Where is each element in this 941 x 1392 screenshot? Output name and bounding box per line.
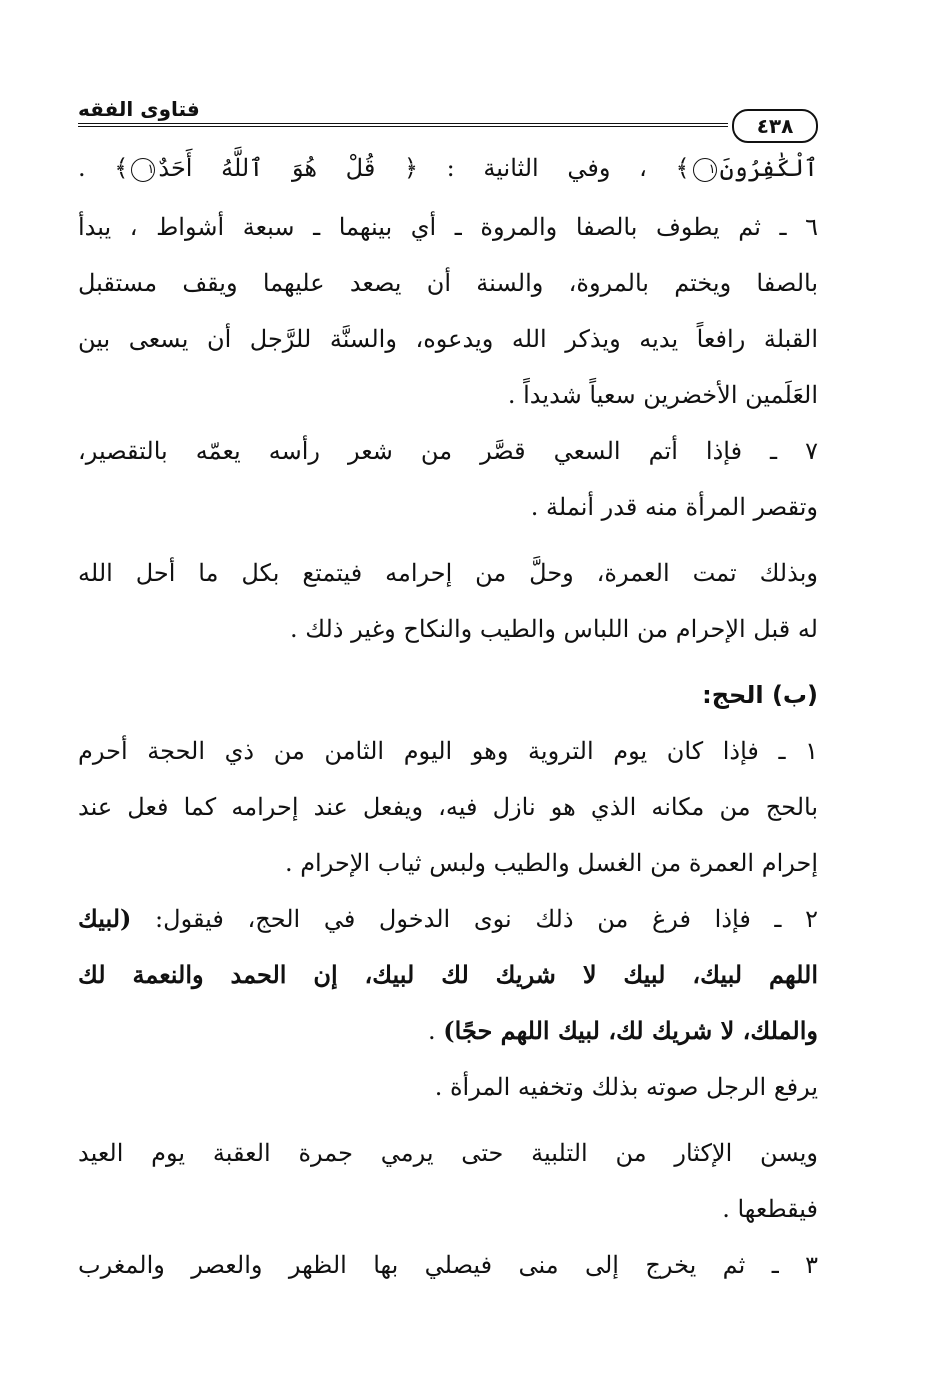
paragraph-hajj-step-3 [78, 1237, 818, 1293]
text-line: ٧ ـ فإذا أتم السعي قصَّر من شعر رأسه يعمّه بالتقصير، [78, 437, 818, 465]
spacer [78, 1115, 818, 1125]
running-title: فتاوى الفقه [78, 97, 200, 121]
text-line: القبلة رافعاً يديه ويذكر الله ويدعوه، والسنَّة للرَّجل أن يسعى بين [78, 325, 818, 353]
text-line: ١ ـ فإذا كان يوم التروية وهو اليوم الثامن من ذي الحجة أحرم [78, 737, 818, 765]
quran-text-3: ﴾ . [78, 154, 129, 182]
text-line: ٦ ـ ثم يطوف بالصفا والمروة ـ أي بينهما ـ سبعة أشواط ، يبدأ [78, 213, 818, 241]
paragraph-step-7 [78, 423, 818, 535]
talbiya-closing: والملك، لا شريك لك، لبيك اللهم حجًا) [443, 1016, 818, 1045]
paragraph-talbiya-continue [78, 1125, 818, 1237]
talbiya-text-line: اللهم لبيك، لبيك لا شريك لك لبيك، إن الحمد والنعمة لك [78, 960, 818, 989]
quran-verse-line [78, 137, 818, 199]
header-rule [78, 123, 728, 127]
spacer [78, 657, 818, 667]
talbiya-intro: ٢ ـ فإذا فرغ من ذلك نوى الدخول في الحج، فيقول: [155, 905, 818, 933]
paragraph-step-6 [78, 199, 818, 423]
text-line [78, 891, 818, 947]
text-line: فيقطعها . [722, 1195, 818, 1223]
section-heading-hajj: (ب) الحج: [702, 681, 818, 709]
page-number: ٤٣٨ [732, 109, 818, 143]
page-header [78, 95, 818, 137]
talbiya-opening: (لبيك [78, 904, 132, 933]
text-line: ٣ ـ ثم يخرج إلى منى فيصلي بها الظهر والعصر والمغرب [78, 1251, 818, 1279]
quran-text-2: ﴾ ، وفي الثانية : ﴿ قُلْ هُوَ ٱللَّهُ أَحَدٌ [158, 154, 690, 182]
book-page [78, 95, 818, 1279]
text-line [78, 1003, 818, 1059]
text-line: إحرام العمرة من الغسل والطيب ولبس ثياب الإحرام . [284, 849, 818, 877]
text-line: يرفع الرجل صوته بذلك وتخفيه المرأة . [434, 1073, 818, 1101]
paragraph-hajj-step-1 [78, 723, 818, 891]
text-line: وتقصر المرأة منه قدر أنملة . [530, 493, 818, 521]
talbiya-end-punct: . [428, 1017, 444, 1045]
quran-text-1: ٱلْكَٰفِرُونَ [719, 154, 818, 182]
verse-number-ornament: ١ [131, 158, 155, 182]
verse-number-ornament: ١ [693, 158, 717, 182]
text-line: ويسن الإكثار من التلبية حتى يرمي جمرة العقبة يوم العيد [78, 1139, 818, 1167]
text-line: له قبل الإحرام من اللباس والطيب والنكاح وغير ذلك . [289, 615, 818, 643]
paragraph-umrah-complete [78, 545, 818, 657]
text-line: العَلَمين الأخضرين سعياً شديداً . [507, 381, 818, 409]
text-line: بالحج من مكانه الذي هو نازل فيه، ويفعل عند إحرامه كما فعل عند [78, 793, 818, 821]
spacer [78, 535, 818, 545]
paragraph-talbiya [78, 891, 818, 1115]
text-line: وبذلك تمت العمرة، وحلَّ من إحرامه فيتمتع بكل ما أحل الله [78, 559, 818, 587]
text-line: بالصفا ويختم بالمروة، والسنة أن يصعد عليهما ويقف مستقبل [78, 269, 818, 297]
